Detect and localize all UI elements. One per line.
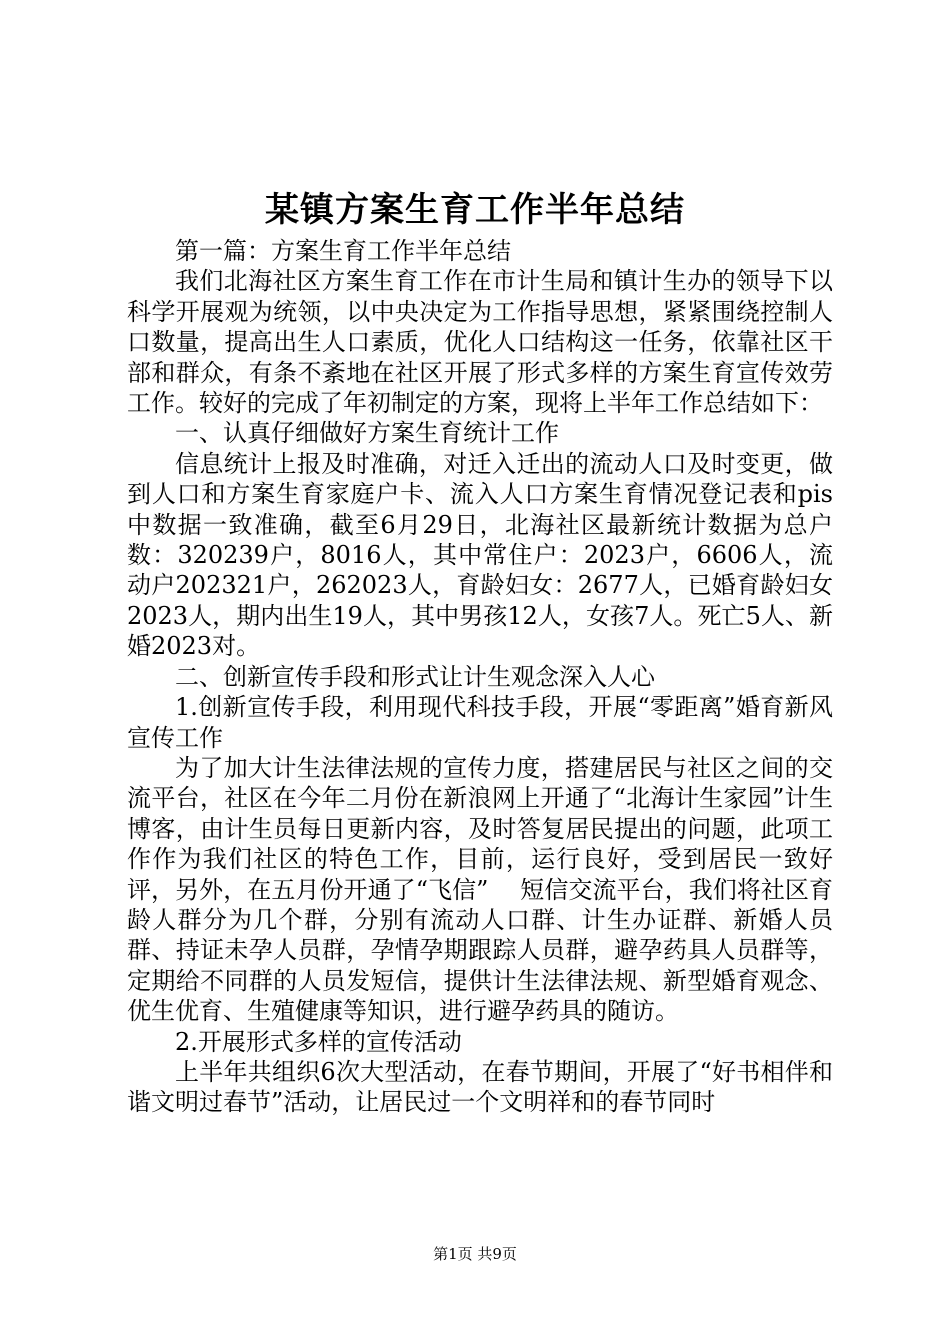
subheading-activities: 2.开展形式多样的宣传活动 [175, 1027, 462, 1056]
subheading-innovation: 1.创新宣传手段，利用现代科技手段，开展“零距离”婚育新风宣传工作 [127, 693, 833, 752]
document-title: 某镇方案生育工作半年总结 [265, 190, 685, 230]
section-heading-statistics: 一、认真仔细做好方案生育统计工作 [175, 419, 559, 448]
statistics-paragraph: 信息统计上报及时准确，对迁入迁出的流动人口及时变更，做到人口和方案生育家庭户卡、流入人口方案生育情况登记表和pis中数据一致准确，截至6月29日，北海社区最新统计数据为总户数：320239户，8016人，其中常住户：2023户，6606人，流动户202321户，262023人，育龄妇女：2677人，已婚育龄妇女2023人，期内出生19人，其中男孩12人，女孩7人。死亡5人、新婚2023对。 [127, 449, 833, 661]
document-body [127, 236, 833, 1118]
section-heading-publicity: 二、创新宣传手段和形式让计生观念深入人心 [175, 662, 655, 691]
activities-paragraph: 上半年共组织6次大型活动，在春节期间，开展了“好书相伴和谐文明过春节”活动，让居民过一个文明祥和的春节同时 [127, 1057, 833, 1117]
section-heading-part1: 第一篇：方案生育工作半年总结 [175, 237, 511, 265]
page-footer: 第1页 共9页 [433, 1245, 517, 1263]
publicity-paragraph: 为了加大计生法律法规的宣传力度，搭建居民与社区之间的交流平台，社区在今年二月份在新浪网上开通了“北海计生家园”计生博客，由计生员每日更新内容，及时答复居民提出的问题，此项工作作为我们社区的特色工作，目前，运行良好，受到居民一致好评，另外，在五月份开通了“飞信” 短信交流平台，我们将社区育龄人群分为几个群，分别有流动人口群、计生办证群、新婚人员群、持证未孕人员群，孕情孕期跟踪人员群，避孕药具人员群等，定期给不同群的人员发短信，提供计生法律法规、新型婚育观念、优生优育、生殖健康等知识，进行避孕药具的随访。 [127, 753, 833, 1026]
intro-paragraph: 我们北海社区方案生育工作在市计生局和镇计生办的领导下以科学开展观为统领，以中央决定为工作指导思想，紧紧围绕控制人口数量，提高出生人口素质，优化人口结构这一任务，依靠社区干部和群众，有条不紊地在社区开展了形式多样的方案生育宣传效劳工作。较好的完成了年初制定的方案，现将上半年工作总结如下： [127, 267, 833, 418]
